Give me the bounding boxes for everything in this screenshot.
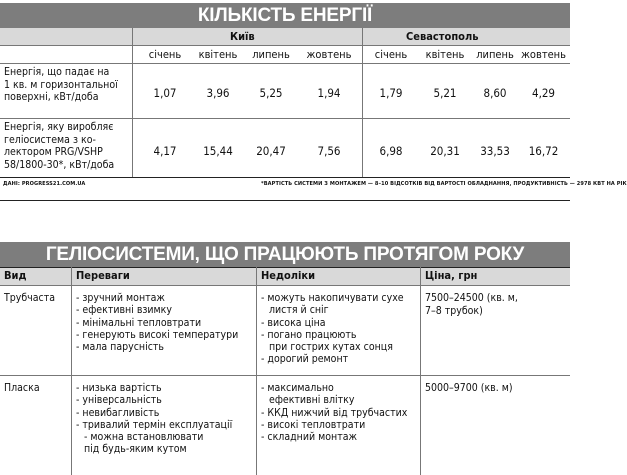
price-line: 7500–24500 (кв. м,	[425, 292, 518, 304]
value-cell: 4,29	[531, 86, 556, 100]
price-tubular	[425, 292, 518, 318]
value-cell: 6,98	[379, 144, 403, 158]
value-cell: 1,07	[153, 86, 177, 100]
month-label: квітень	[425, 48, 465, 61]
divider	[362, 28, 363, 177]
list-item: - складний монтаж	[261, 431, 358, 444]
value-cell: 20,47	[256, 144, 286, 158]
value-cell: 4,17	[153, 144, 177, 158]
month-label: січень	[374, 48, 408, 61]
value-cell: 1,79	[379, 86, 403, 100]
divider	[132, 28, 133, 177]
footnote: *ВАРТІСТЬ СИСТЕМИ З МОНТАЖЕМ — 8–10 ВІДСОТКІВ ВІД ВАРТОСТІ ОБЛАДНАННЯ, ПРОДУКТИВНІСТЬ — 2978 КВТ НА РІК	[261, 181, 627, 187]
list-item: - дорогий ремонт	[261, 353, 349, 366]
type-flat: Пласка	[4, 382, 40, 394]
value-cell: 16,72	[528, 144, 559, 158]
row-label	[4, 66, 118, 104]
list-item: - мала парусність	[76, 341, 164, 354]
list-item: - високі тепловтрати	[261, 418, 366, 431]
list-item: - ефективні взимку	[76, 304, 172, 317]
list-item: - низька вартість	[76, 382, 162, 394]
energy-table-city-header	[0, 28, 570, 45]
header-cons: Недоліки	[261, 269, 316, 282]
list-item: - невибагливість	[76, 406, 160, 419]
label-line: 58/1800-30*, кВт/доба	[4, 158, 115, 171]
list-item: при гострих кутах сонця	[269, 341, 393, 354]
divider	[0, 285, 570, 286]
list-item: - зручний монтаж	[76, 292, 165, 304]
label-line: Енергія, яку виробляє	[4, 121, 114, 133]
divider	[256, 267, 257, 475]
value-cell: 5,21	[433, 86, 457, 100]
cons-list	[261, 292, 404, 366]
month-label: жовтень	[521, 48, 566, 61]
source-note: ДАНІ: PROGRESS21.COM.UA	[3, 181, 86, 187]
value-cell: 5,25	[259, 86, 283, 100]
heliosystems-header-row	[0, 267, 570, 285]
pros-list	[76, 382, 232, 456]
energy-table-title: КІЛЬКІСТЬ ЕНЕРГІЇ	[0, 3, 570, 28]
value-cell: 15,44	[203, 144, 233, 158]
value-cell: 8,60	[483, 86, 507, 100]
label-line: поверхні, кВт/доба	[4, 91, 99, 103]
list-item: листя й сніг	[269, 304, 329, 317]
divider	[420, 267, 421, 475]
label-line: 1 кв. м горизонтальної	[4, 78, 118, 91]
divider	[71, 267, 72, 475]
type-tubular: Трубчаста	[4, 292, 56, 304]
value-cell: 7,56	[317, 144, 341, 158]
header-price: Ціна, грн	[425, 269, 478, 282]
list-item: - генерують високі температури	[76, 328, 239, 341]
value-cell: 20,31	[430, 144, 460, 158]
divider	[0, 45, 570, 46]
month-label: жовтень	[306, 48, 352, 61]
price-flat: 5000–9700 (кв. м)	[425, 382, 513, 394]
list-item: ефективні влітку	[269, 394, 355, 407]
list-item: - максимально	[261, 382, 334, 394]
label-line: геліосистема з ко-	[4, 133, 96, 146]
header-pros: Переваги	[76, 269, 130, 282]
heliosystems-table-title: ГЕЛІОСИСТЕМИ, ЩО ПРАЦЮЮТЬ ПРОТЯГОМ РОКУ	[0, 242, 570, 267]
separator	[0, 267, 570, 268]
list-item: - погано працюють	[261, 328, 357, 341]
list-item: - тривалий термін експлуатації	[76, 418, 233, 431]
divider	[0, 177, 570, 178]
value-cell: 33,53	[480, 144, 510, 158]
list-item: - мінімальні тепловтрати	[76, 316, 202, 329]
divider	[0, 63, 570, 64]
value-cell: 3,96	[206, 86, 230, 100]
value-cell: 1,94	[317, 86, 341, 100]
label-line: лектором PRG/VSHP	[4, 146, 103, 158]
list-item: - універсальність	[76, 394, 162, 407]
month-label: січень	[148, 48, 182, 61]
list-item: - можна встановлювати	[84, 431, 204, 444]
month-label: квітень	[198, 48, 238, 61]
price-line: 7–8 трубок)	[425, 305, 483, 317]
label-line: Енергія, що падає на	[4, 66, 110, 78]
list-item: - ККД нижчий від трубчастих	[261, 406, 408, 419]
month-label: липень	[252, 48, 290, 61]
month-label: липень	[476, 48, 514, 61]
divider	[0, 118, 570, 119]
cons-list	[261, 382, 407, 443]
city-sevastopol: Севастополь	[406, 30, 479, 43]
separator	[0, 200, 570, 201]
pros-list	[76, 292, 238, 353]
row-label	[4, 121, 114, 171]
list-item: - висока ціна	[261, 316, 326, 329]
list-item: під будь-яким кутом	[84, 443, 187, 456]
city-kyiv: Київ	[230, 30, 255, 43]
header-type: Вид	[4, 269, 27, 282]
list-item: - можуть накопичувати сухе	[261, 292, 404, 304]
divider	[0, 375, 570, 376]
